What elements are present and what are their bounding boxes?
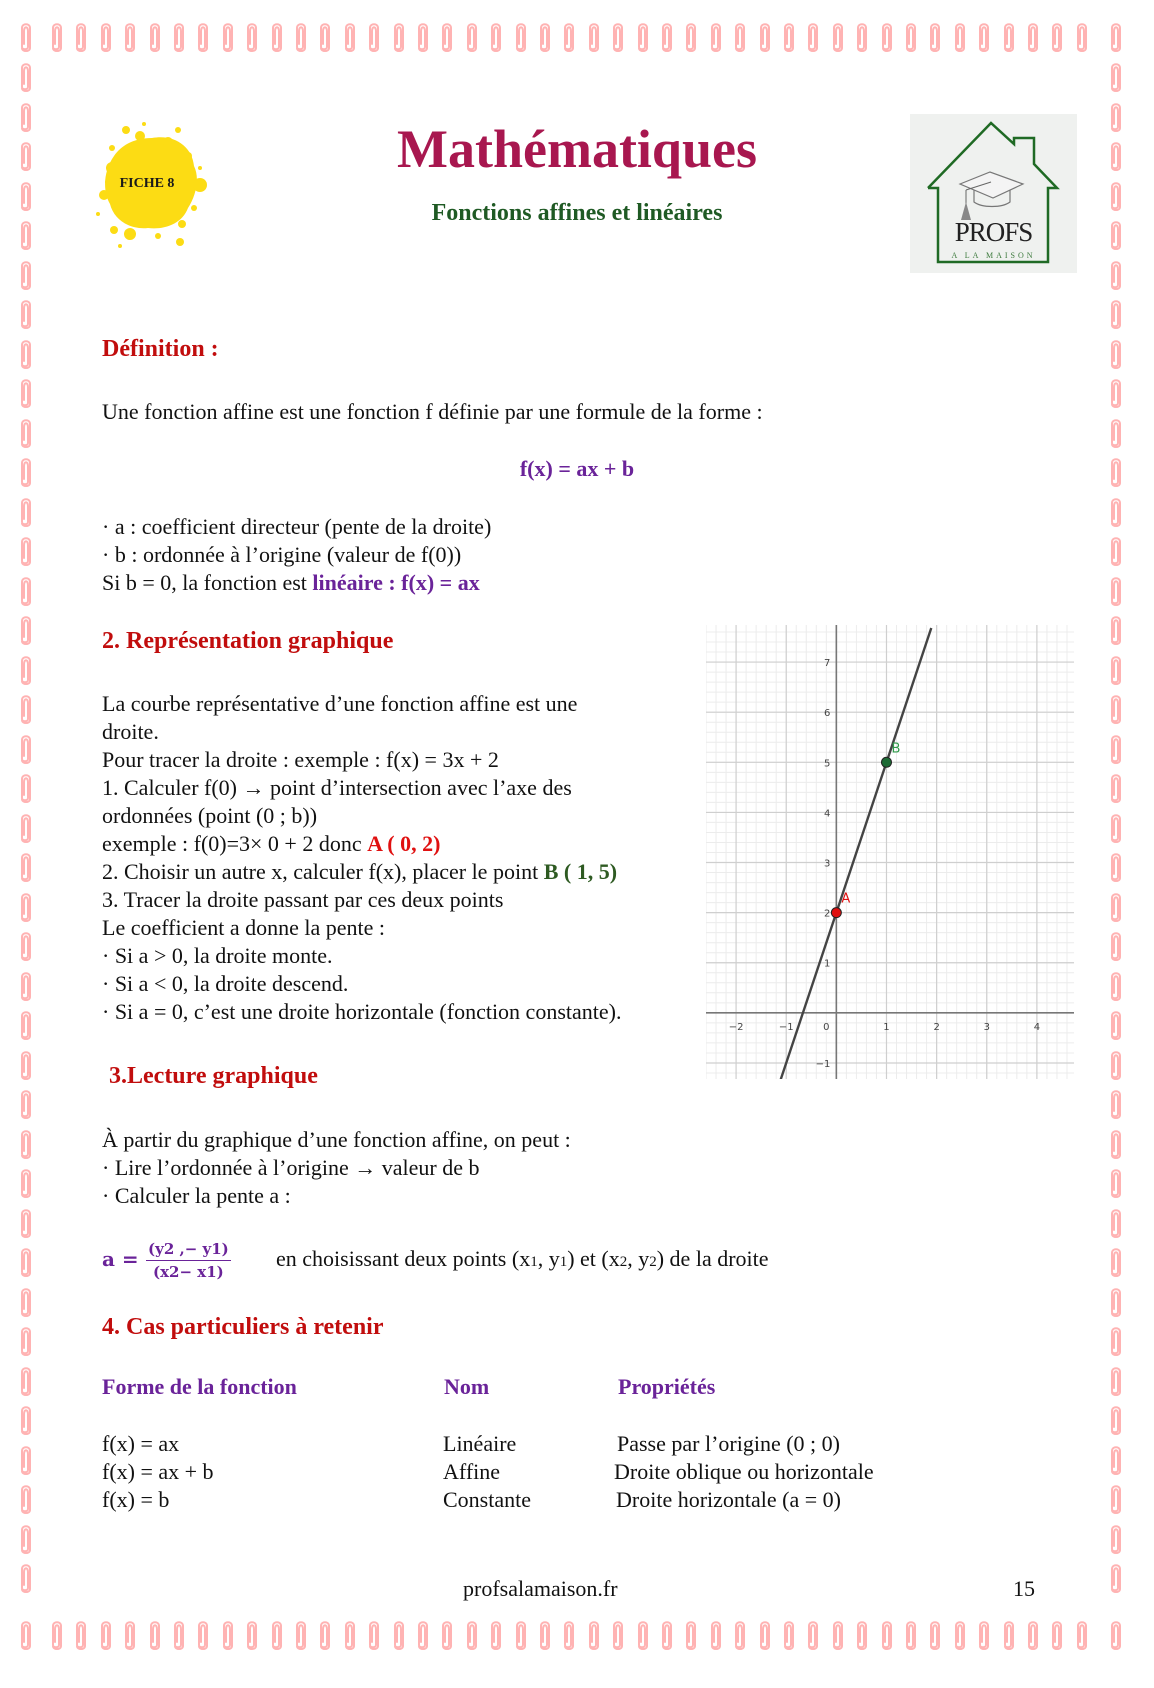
definition-intro: Une fonction affine est une fonction f définie par une formule de la forme : [102, 399, 763, 424]
paperclip-icon [1110, 22, 1122, 52]
y-tick-label: 4 [823, 808, 831, 820]
slope-formula-lhs: a = [102, 1247, 139, 1271]
linear-note-highlight: linéaire : f(x) = ax [312, 570, 480, 595]
paperclip-icon [490, 1620, 502, 1650]
page-title: Mathématiques [397, 119, 757, 179]
slope-explanation: en choisissant deux points (x1, y1) et (x2, y2) de la droite [276, 1246, 769, 1271]
paperclip-icon [197, 1620, 209, 1650]
paperclip-icon [881, 1620, 893, 1650]
point-b-name: B [891, 741, 901, 757]
linear-note-prefix: Si b = 0, la fonction est [102, 570, 313, 595]
paperclip-icon [124, 1620, 136, 1650]
paperclip-icon [1027, 1620, 1039, 1650]
repr-line-2: droite. [102, 719, 159, 744]
paperclip-icon [759, 1620, 771, 1650]
paperclip-icon [20, 339, 32, 369]
slope-denominator: (x2− x1) [153, 1263, 224, 1281]
paperclip-icon [466, 22, 478, 52]
paperclip-icon [1110, 576, 1122, 606]
paperclip-icon [368, 1620, 380, 1650]
paperclip-icon [1110, 418, 1122, 448]
paperclip-icon [563, 1620, 575, 1650]
y-tick-label: −1 [815, 1058, 831, 1070]
repr-line-6 [102, 830, 440, 858]
paperclip-icon [20, 1247, 32, 1277]
x-tick-label: −2 [728, 1021, 744, 1033]
paperclip-icon [1110, 378, 1122, 408]
paperclip-icon [734, 1620, 746, 1650]
paperclip-icon [20, 1208, 32, 1238]
table-header-nom: Nom [444, 1374, 490, 1399]
table-cell: f(x) = ax [102, 1431, 180, 1456]
table-cell: Constante [443, 1487, 531, 1512]
paperclip-icon [539, 1620, 551, 1650]
representation-heading: 2. Représentation graphique [102, 628, 394, 654]
logo-word: PROFS [954, 217, 1033, 247]
paperclip-icon [1110, 1010, 1122, 1040]
paperclip-icon [1076, 1620, 1088, 1650]
paperclip-icon [881, 22, 893, 52]
paperclip-icon [978, 22, 990, 52]
paperclip-icon [20, 1524, 32, 1554]
repr-line-9: Le coefficient a donne la pente : [102, 915, 386, 940]
slope-fraction [146, 1240, 231, 1281]
paperclip-icon [612, 1620, 624, 1650]
paperclip-icon [954, 22, 966, 52]
paperclip-icon [515, 22, 527, 52]
paperclip-icon [20, 615, 32, 645]
page-subtitle: Fonctions affines et linéaires [431, 200, 723, 226]
paperclip-icon [149, 22, 161, 52]
paperclip-icon [20, 1326, 32, 1356]
paperclip-icon [441, 1620, 453, 1650]
paperclip-icon [319, 1620, 331, 1650]
paperclip-icon [295, 1620, 307, 1650]
paperclip-icon [1110, 655, 1122, 685]
table-cell: Droite oblique ou horizontale [614, 1459, 874, 1484]
paperclip-icon [20, 773, 32, 803]
paperclip-icon [1110, 1326, 1122, 1356]
lecture-line-1: À partir du graphique d’une fonction affine, on peut : [102, 1127, 571, 1152]
paperclip-icon [20, 22, 32, 52]
paperclip-icon [173, 1620, 185, 1650]
paperclip-icon [20, 892, 32, 922]
linear-note [102, 569, 480, 597]
repr-line-12: · Si a = 0, c’est une droite horizontale (fonction constante). [102, 999, 622, 1024]
paperclip-icon [588, 22, 600, 52]
x-tick-label: 2 [933, 1021, 940, 1033]
paperclip-icon [710, 1620, 722, 1650]
table-cell: f(x) = b [102, 1487, 170, 1512]
table-cell: Passe par l’origine (0 ; 0) [617, 1431, 840, 1456]
paperclip-icon [393, 1620, 405, 1650]
paperclip-icon [417, 22, 429, 52]
paperclip-icon [100, 22, 112, 52]
point-b-marker [881, 757, 891, 767]
paperclip-icon [1110, 1524, 1122, 1554]
point-a-label: A ( 0, 2) [367, 831, 441, 856]
paperclip-icon [20, 971, 32, 1001]
table-cell: f(x) = ax + b [102, 1459, 214, 1484]
table-header-proprietes: Propriétés [618, 1374, 716, 1399]
y-tick-label: 2 [823, 908, 831, 920]
paperclip-icon [246, 1620, 258, 1650]
paperclip-icon [637, 22, 649, 52]
paperclip-icon [1110, 1287, 1122, 1317]
function-line [778, 628, 931, 1079]
paperclip-icon [1110, 1247, 1122, 1277]
paperclip-icon [51, 22, 63, 52]
paperclip-icon [20, 1366, 32, 1396]
paperclip-icon [20, 1445, 32, 1475]
paperclip-icon [1110, 299, 1122, 329]
paperclip-icon [978, 1620, 990, 1650]
paperclip-icon [149, 1620, 161, 1650]
paperclip-icon [271, 1620, 283, 1650]
repr-line-5: ordonnées (point (0 ; b)) [102, 803, 318, 828]
repr-line-11: · Si a < 0, la droite descend. [102, 971, 349, 996]
paperclip-icon [539, 22, 551, 52]
paperclip-icon [295, 22, 307, 52]
paperclip-icon [1003, 22, 1015, 52]
affine-formula: f(x) = ax + b [519, 456, 635, 481]
lecture-line-3: · Calculer la pente a : [102, 1183, 291, 1208]
paperclip-icon [319, 22, 331, 52]
table-cell: Affine [443, 1459, 501, 1484]
x-tick-label: 1 [883, 1021, 890, 1033]
paperclip-icon [246, 22, 258, 52]
x-tick-label: −1 [778, 1021, 794, 1033]
paperclip-icon [661, 22, 673, 52]
paperclip-icon [661, 1620, 673, 1650]
paperclip-icon [20, 1129, 32, 1159]
paperclip-icon [1110, 852, 1122, 882]
paperclip-icon [441, 22, 453, 52]
paperclip-icon [832, 22, 844, 52]
graph-canvas [706, 625, 1074, 1079]
paperclip-icon [20, 813, 32, 843]
paperclip-icon [905, 22, 917, 52]
paperclip-icon [51, 1620, 63, 1650]
paperclip-icon [20, 1050, 32, 1080]
paperclip-icon [807, 22, 819, 52]
paperclip-icon [20, 1620, 32, 1650]
x-tick-label: 3 [983, 1021, 990, 1033]
paperclip-icon [1110, 339, 1122, 369]
paperclip-icon [1110, 1484, 1122, 1514]
paperclip-icon [1110, 1129, 1122, 1159]
paperclip-icon [20, 1089, 32, 1119]
y-tick-label: 5 [823, 758, 831, 770]
repr-line-10: · Si a > 0, la droite monte. [102, 943, 333, 968]
paperclip-icon [1003, 1620, 1015, 1650]
paperclip-icon [1110, 497, 1122, 527]
repr-line-7 [102, 858, 617, 886]
paperclip-icon [1051, 1620, 1063, 1650]
paperclip-icon [783, 1620, 795, 1650]
paperclip-icon [832, 1620, 844, 1650]
paperclip-icon [20, 497, 32, 527]
page-number: 15 [1013, 1576, 1035, 1601]
paperclip-icon [685, 22, 697, 52]
paperclip-icon [271, 22, 283, 52]
y-tick-label: 1 [823, 958, 831, 970]
x-tick-label: 4 [1033, 1021, 1041, 1033]
paperclip-icon [20, 418, 32, 448]
y-tick-label: 7 [823, 658, 831, 670]
table-cell: Droite horizontale (a = 0) [616, 1487, 841, 1512]
cas-heading: 4. Cas particuliers à retenir [102, 1314, 384, 1340]
paperclip-icon [20, 1484, 32, 1514]
paperclip-icon [1110, 1050, 1122, 1080]
function-graph [706, 625, 1074, 1079]
graduation-cap-icon [960, 172, 1023, 220]
house-icon [910, 114, 1077, 273]
paperclip-icon [1110, 694, 1122, 724]
paperclip-icon [20, 1563, 32, 1593]
table-cell: Linéaire [443, 1431, 517, 1456]
paperclip-icon [856, 1620, 868, 1650]
paperclip-icon [75, 1620, 87, 1650]
repr-line-8: 3. Tracer la droite passant par ces deux points [102, 887, 504, 912]
paperclip-icon [856, 22, 868, 52]
paperclip-icon [100, 1620, 112, 1650]
bullet-b: · b : ordonnée à l’origine (valeur de f(0)) [102, 542, 462, 567]
paperclip-icon [368, 22, 380, 52]
paperclip-icon [417, 1620, 429, 1650]
repr-line-7-prefix: 2. Choisir un autre x, calculer f(x), placer le point [102, 859, 544, 884]
paperclip-icon [612, 22, 624, 52]
paperclip-icon [807, 1620, 819, 1650]
paperclip-icon [929, 1620, 941, 1650]
paperclip-icon [20, 694, 32, 724]
paperclip-icon [1110, 1445, 1122, 1475]
repr-line-6-prefix: exemple : f(0)=3× 0 + 2 donc [102, 831, 368, 856]
paperclip-icon [1110, 615, 1122, 645]
paperclip-icon [1110, 931, 1122, 961]
paperclip-icon [759, 22, 771, 52]
paperclip-icon [20, 734, 32, 764]
paperclip-icon [20, 655, 32, 685]
table-header-forme: Forme de la fonction [102, 1374, 297, 1399]
paperclip-icon [905, 1620, 917, 1650]
y-tick-label: 3 [823, 858, 831, 870]
paperclip-icon [124, 22, 136, 52]
paperclip-icon [20, 1168, 32, 1198]
repr-line-3: Pour tracer la droite : exemple : f(x) = 3x + 2 [102, 747, 499, 772]
x-tick-label: 0 [823, 1021, 830, 1033]
paperclip-icon [929, 22, 941, 52]
paperclip-icon [1110, 1366, 1122, 1396]
paperclip-icon [197, 22, 209, 52]
paperclip-icon [1110, 813, 1122, 843]
paperclip-icon [20, 1287, 32, 1317]
paperclip-icon [1110, 260, 1122, 290]
paperclip-icon [20, 299, 32, 329]
bullet-a: · a : coefficient directeur (pente de la droite) [102, 514, 492, 539]
paperclip-icon [1110, 1089, 1122, 1119]
paperclip-icon [515, 1620, 527, 1650]
paperclip-icon [954, 1620, 966, 1650]
paperclip-icon [1110, 773, 1122, 803]
paperclip-icon [344, 22, 356, 52]
paperclip-icon [1110, 1208, 1122, 1238]
paperclip-icon [20, 931, 32, 961]
lecture-line-2: · Lire l’ordonnée à l’origine → valeur de b [102, 1155, 480, 1180]
y-tick-label: 6 [823, 708, 831, 720]
paperclip-icon [710, 22, 722, 52]
paperclip-icon [783, 22, 795, 52]
paperclip-icon [20, 852, 32, 882]
repr-line-4: 1. Calculer f(0) → point d’intersection avec l’axe des [102, 775, 572, 800]
definition-heading: Définition : [102, 336, 219, 362]
lecture-heading: 3.Lecture graphique [109, 1063, 318, 1089]
paperclip-icon [222, 1620, 234, 1650]
paperclip-icon [490, 22, 502, 52]
paperclip-icon [20, 536, 32, 566]
paperclip-icon [1110, 1620, 1122, 1650]
paperclip-icon [1110, 62, 1122, 92]
paperclip-icon [588, 1620, 600, 1650]
paperclip-icon [20, 378, 32, 408]
paperclip-icon [20, 260, 32, 290]
logo-subtext: A LA MAISON [951, 251, 1036, 260]
paperclip-icon [20, 1405, 32, 1435]
paperclip-icon [20, 1010, 32, 1040]
paperclip-icon [1110, 734, 1122, 764]
paperclip-icon [1110, 971, 1122, 1001]
point-a-marker [831, 908, 841, 918]
paperclip-icon [1076, 22, 1088, 52]
paperclip-icon [685, 1620, 697, 1650]
paperclip-icon [1110, 1563, 1122, 1593]
footer-site: profsalamaison.fr [463, 1576, 618, 1601]
paperclip-icon [20, 576, 32, 606]
paperclip-icon [20, 62, 32, 92]
paperclip-icon [1110, 892, 1122, 922]
paperclip-icon [734, 22, 746, 52]
fiche-label: FICHE 8 [119, 176, 175, 191]
paperclip-icon [466, 1620, 478, 1650]
paperclip-icon [1051, 22, 1063, 52]
paperclip-icon [1110, 536, 1122, 566]
paperclip-icon [344, 1620, 356, 1650]
slope-numerator: (y2 ,− y1) [146, 1240, 231, 1261]
point-b-label: B ( 1, 5) [543, 859, 618, 884]
paperclip-icon [75, 22, 87, 52]
paperclip-icon [222, 22, 234, 52]
point-a-name: A [841, 891, 851, 907]
paperclip-icon [1110, 1168, 1122, 1198]
profs-a-la-maison-logo [910, 114, 1077, 273]
paperclip-icon [1110, 1405, 1122, 1435]
paperclip-icon [173, 22, 185, 52]
paperclip-icon [1027, 22, 1039, 52]
paperclip-icon [563, 22, 575, 52]
paperclip-icon [393, 22, 405, 52]
repr-line-1: La courbe représentative d’une fonction affine est une [102, 691, 578, 716]
paperclip-icon [637, 1620, 649, 1650]
